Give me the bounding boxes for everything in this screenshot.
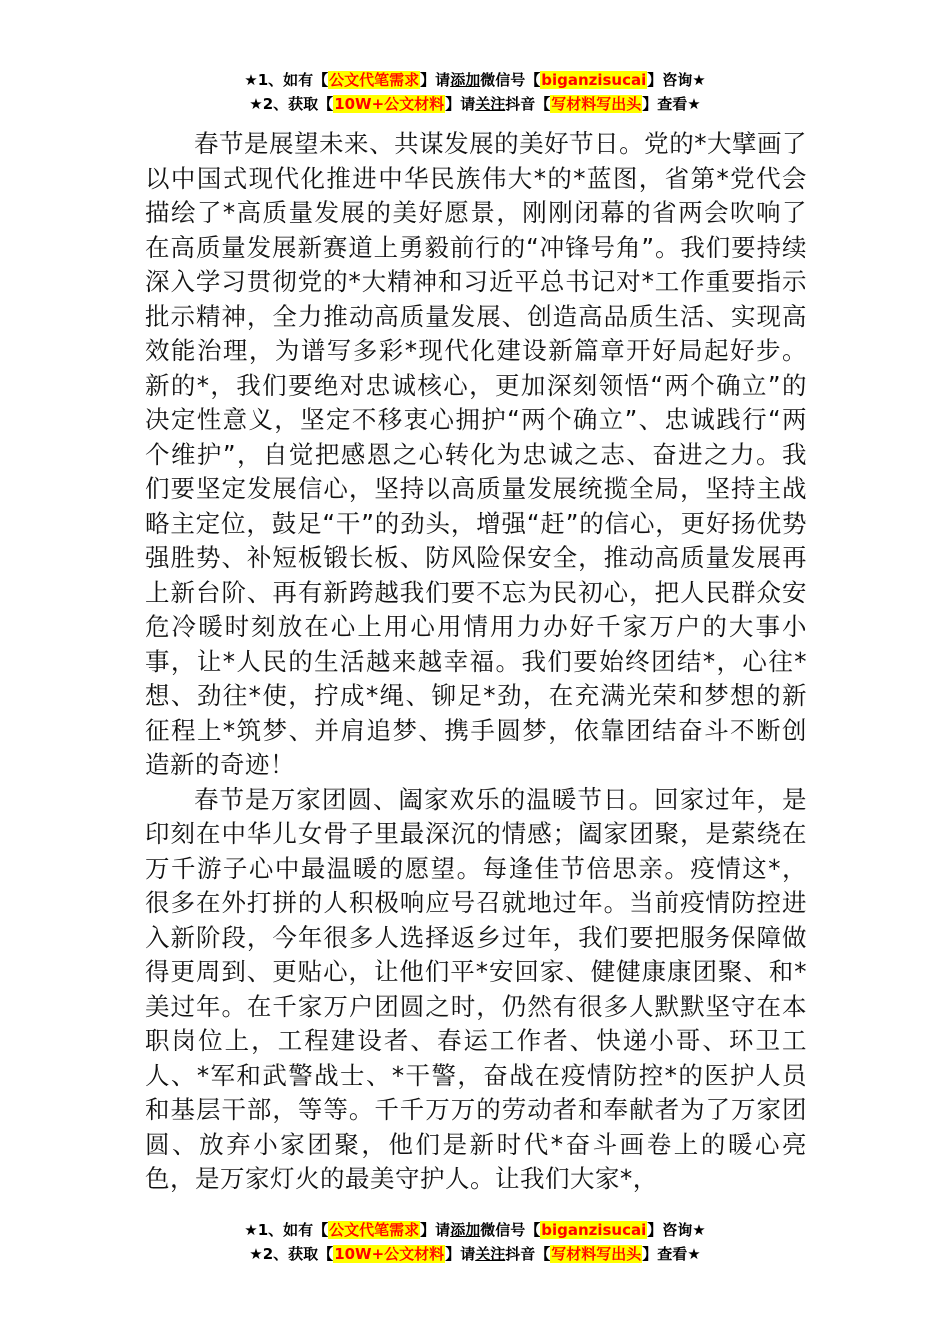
banner-text: 】咨询★ <box>647 1221 706 1239</box>
banner-text: 】查看★ <box>642 1245 701 1263</box>
underlined-text: 添加 <box>450 71 481 89</box>
header-banner <box>0 68 950 116</box>
banner-text: ★1、如有【 <box>244 71 329 89</box>
highlighted-text: biganzisucai <box>541 71 647 89</box>
header-line-1 <box>0 68 950 92</box>
banner-text: 】请 <box>420 71 451 89</box>
banner-text: 】请 <box>445 95 476 113</box>
highlighted-text: 写材料写出头 <box>551 1245 642 1263</box>
banner-text: 】请 <box>445 1245 476 1263</box>
document-body <box>145 127 807 1197</box>
highlighted-text: 公文代笔需求 <box>329 71 420 89</box>
banner-text: 微信号【 <box>480 71 541 89</box>
underlined-text: 关注 <box>475 95 506 113</box>
banner-text: ★2、获取【 <box>249 1245 334 1263</box>
banner-text: ★2、获取【 <box>249 95 334 113</box>
banner-text: 】咨询★ <box>647 71 706 89</box>
body-paragraph: 春节是展望未来、共谋发展的美好节日。党的*大擘画了以中国式现代化推进中华民族伟大*的*蓝图，省第*党代会描绘了*高质量发展的美好愿景，刚刚闭幕的省两会吹响了在高质量发展新赛道上勇毅前行的“冲锋号角”。我们要持续深入学习贯彻党的*大精神和习近平总书记对*工作重要指示批示精神，全力推动高质量发展、创造高品质生活、实现高效能治理，为谱写多彩*现代化建设新篇章开好局起好步。新的*，我们要绝对忠诚核心，更加深刻领悟“两个确立”的决定性意义，坚定不移衷心拥护“两个确立”、忠诚践行“两个维护”，自觉把感恩之心转化为忠诚之志、奋进之力。我们要坚定发展信心，坚持以高质量发展统揽全局，坚持主战略主定位，鼓足“干”的劲头，增强“赶”的信心，更好扬优势强胜势、补短板锻长板、防风险保安全，推动高质量发展再上新台阶、再有新跨越我们要不忘为民初心，把人民群众安危冷暖时刻放在心上用心用情用力办好千家万户的大事小事，让*人民的生活越来越幸福。我们要始终团结*，心往*想、劲往*使，拧成*绳、铆足*劲，在充满光荣和梦想的新征程上*筑梦、并肩追梦、携手圆梦，依靠团结奋斗不断创造新的奇迹！ <box>145 129 807 779</box>
footer-line-2 <box>0 1242 950 1266</box>
highlighted-text: 公文代笔需求 <box>329 1221 420 1239</box>
highlighted-text: 10W+公文材料 <box>334 1245 445 1263</box>
highlighted-text: 10W+公文材料 <box>334 95 445 113</box>
banner-text: 抖音【 <box>505 95 551 113</box>
footer-line-1 <box>0 1218 950 1242</box>
underlined-text: 添加 <box>450 1221 481 1239</box>
banner-text: 】请 <box>420 1221 451 1239</box>
highlighted-text: 写材料写出头 <box>551 95 642 113</box>
banner-text: 】查看★ <box>642 95 701 113</box>
banner-text: 微信号【 <box>480 1221 541 1239</box>
banner-text: 抖音【 <box>505 1245 551 1263</box>
footer-banner <box>0 1218 950 1266</box>
header-line-2 <box>0 92 950 116</box>
banner-text: ★1、如有【 <box>244 1221 329 1239</box>
underlined-text: 关注 <box>475 1245 506 1263</box>
highlighted-text: biganzisucai <box>541 1221 647 1239</box>
body-paragraph: 春节是万家团圆、阖家欢乐的温暖节日。回家过年，是印刻在中华儿女骨子里最深沉的情感；阖家团聚，是萦绕在万千游子心中最温暖的愿望。每逢佳节倍思亲。疫情这*，很多在外打拼的人积极响应号召就地过年。当前疫情防控进入新阶段，今年很多人选择返乡过年，我们要把服务保障做得更周到、更贴心，让他们平*安回家、健健康康团聚、和*美过年。在千家万户团圆之时，仍然有很多人默默坚守在本职岗位上，工程建设者、春运工作者、快递小哥、环卫工人、*军和武警战士、*干警，奋战在疫情防控*的医护人员和基层干部，等等。千千万万的劳动者和奉献者为了万家团圆、放弃小家团聚，他们是新时代*奋斗画卷上的暖心亮色，是万家灯火的最美守护人。让我们大家*， <box>145 784 807 1193</box>
